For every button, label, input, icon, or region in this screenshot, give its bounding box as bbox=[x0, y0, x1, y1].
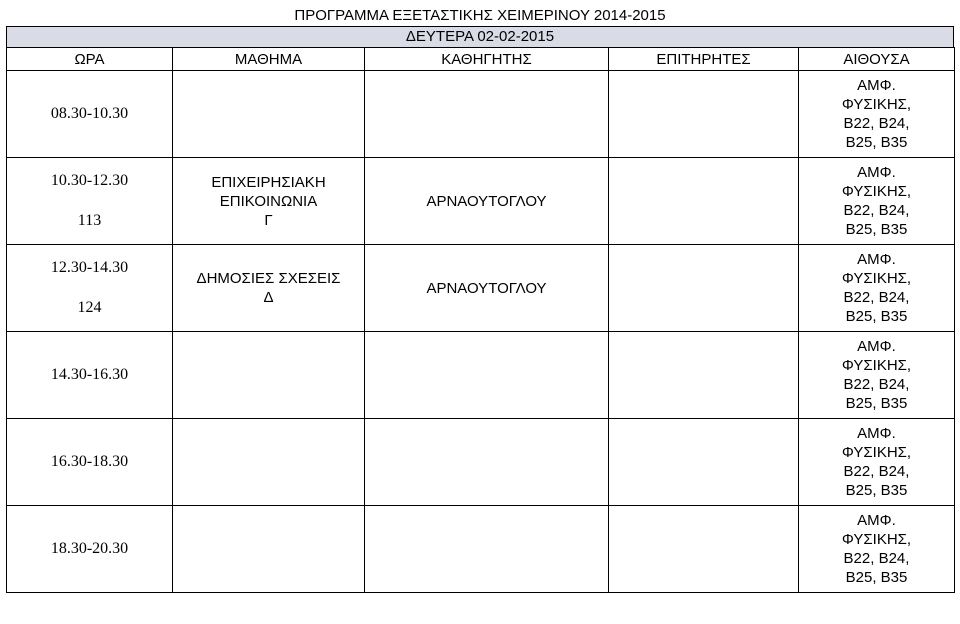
column-header-room: ΑΙΘΟΥΣΑ bbox=[799, 48, 955, 71]
table-row bbox=[7, 419, 955, 506]
course-cell bbox=[173, 158, 365, 245]
professor-cell bbox=[365, 419, 609, 506]
room-cell: ΑΜΦ. ΦΥΣΙΚΗΣ, Β22, Β24, Β25, Β35 bbox=[799, 158, 955, 245]
table-row bbox=[7, 158, 955, 245]
time-cell bbox=[7, 245, 173, 332]
time-cell bbox=[7, 71, 173, 158]
exam-schedule-sheet bbox=[6, 6, 954, 593]
room-cell: ΑΜΦ. ΦΥΣΙΚΗΣ, Β22, Β24, Β25, Β35 bbox=[799, 245, 955, 332]
schedule-table bbox=[6, 47, 955, 593]
header-row bbox=[7, 48, 955, 71]
professor-cell bbox=[365, 332, 609, 419]
time-slot: 18.30-20.30 bbox=[50, 540, 129, 557]
time-slot: 10.30-12.30 bbox=[50, 172, 129, 189]
schedule-title: ΠΡΟΓΡΑΜΜΑ ΕΞΕΤΑΣΤΙΚΗΣ ΧΕΙΜΕΡΙΝΟΥ 2014-2015 bbox=[294, 7, 666, 24]
professor-cell: ΑΡΝΑΟΥΤΟΓΛΟΥ bbox=[365, 245, 609, 332]
time-slot: 16.30-18.30 bbox=[50, 453, 129, 470]
course-semester: Γ bbox=[264, 211, 273, 229]
professor-cell: ΑΡΝΑΟΥΤΟΓΛΟΥ bbox=[365, 158, 609, 245]
supervisors-cell bbox=[609, 419, 799, 506]
column-header-supervisors: ΕΠΙΤΗΡΗΤΕΣ bbox=[609, 48, 799, 71]
time-slot: 12.30-14.30 bbox=[50, 259, 129, 276]
course-cell bbox=[173, 332, 365, 419]
date-header: ΔΕΥΤΕΡΑ 02-02-2015 bbox=[6, 26, 954, 47]
column-header-time: ΩΡΑ bbox=[7, 48, 173, 71]
time-cell bbox=[7, 506, 173, 593]
professor-cell bbox=[365, 506, 609, 593]
course-semester: Δ bbox=[263, 289, 274, 306]
table-row bbox=[7, 506, 955, 593]
table-row bbox=[7, 245, 955, 332]
time-slot: 14.30-16.30 bbox=[50, 366, 129, 383]
time-slot: 08.30-10.30 bbox=[50, 105, 129, 122]
room-cell: ΑΜΦ. ΦΥΣΙΚΗΣ, Β22, Β24, Β25, Β35 bbox=[799, 506, 955, 593]
course-name: ΔΗΜΟΣΙΕΣ ΣΧΕΣΕΙΣ bbox=[196, 270, 341, 287]
supervisors-cell bbox=[609, 158, 799, 245]
course-name: ΕΠΙΚΟΙΝΩΝΙΑ bbox=[219, 192, 318, 210]
course-name: ΕΠΙΧΕΙΡΗΣΙΑΚΗ bbox=[211, 173, 326, 191]
course-cell bbox=[173, 419, 365, 506]
column-header-professor: ΚΑΘΗΓΗΤΗΣ bbox=[365, 48, 609, 71]
course-code: 124 bbox=[77, 299, 102, 316]
course-cell bbox=[173, 506, 365, 593]
supervisors-cell bbox=[609, 71, 799, 158]
course-code: 113 bbox=[77, 212, 102, 229]
professor-cell bbox=[365, 71, 609, 158]
course-cell bbox=[173, 245, 365, 332]
room-cell: ΑΜΦ. ΦΥΣΙΚΗΣ, Β22, Β24, Β25, Β35 bbox=[799, 71, 955, 158]
room-cell: ΑΜΦ. ΦΥΣΙΚΗΣ, Β22, Β24, Β25, Β35 bbox=[799, 332, 955, 419]
table-row bbox=[7, 332, 955, 419]
table-row bbox=[7, 71, 955, 158]
supervisors-cell bbox=[609, 506, 799, 593]
time-cell bbox=[7, 158, 173, 245]
supervisors-cell bbox=[609, 245, 799, 332]
room-cell: ΑΜΦ. ΦΥΣΙΚΗΣ, Β22, Β24, Β25, Β35 bbox=[799, 419, 955, 506]
course-cell bbox=[173, 71, 365, 158]
column-header-course: ΜΑΘΗΜΑ bbox=[173, 48, 365, 71]
supervisors-cell bbox=[609, 332, 799, 419]
time-cell bbox=[7, 332, 173, 419]
time-cell bbox=[7, 419, 173, 506]
